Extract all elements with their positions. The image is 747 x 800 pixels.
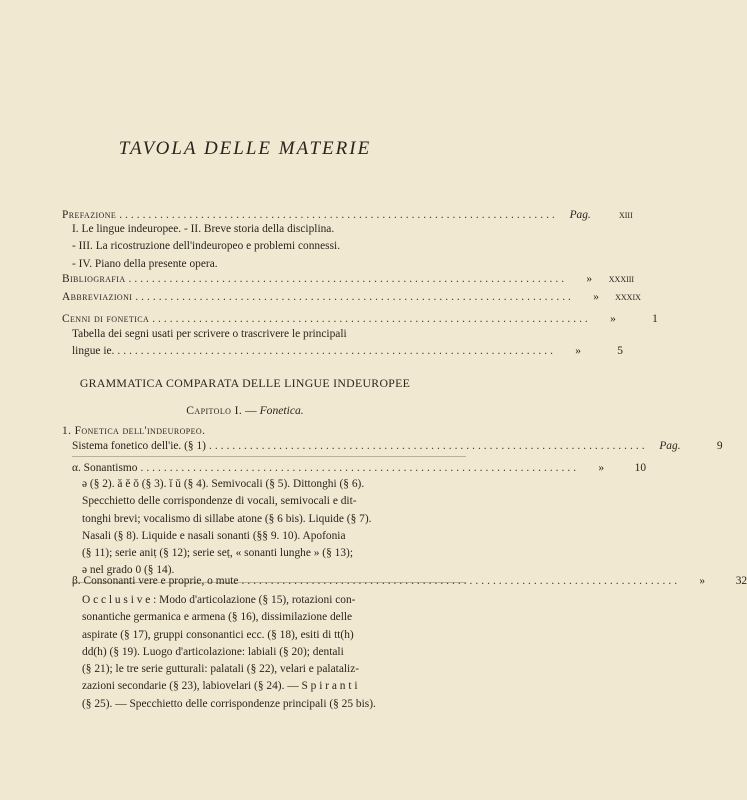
section-label: 1. Fonetica dell'indeuropeo. bbox=[62, 425, 206, 437]
chapter-dash: — bbox=[245, 404, 257, 417]
leader-dots: ........................................................................... bbox=[208, 440, 648, 452]
description-line: zazioni secondarie (§ 23), labiovelari (§ 24). — S p i r a n t i bbox=[82, 680, 358, 693]
toc-page-number: 1 bbox=[652, 313, 658, 325]
toc-entry-sonantismo bbox=[72, 461, 647, 475]
toc-label: Abbreviazioni bbox=[62, 291, 133, 303]
toc-page-prefix: » bbox=[610, 313, 616, 325]
toc-entry-sistema bbox=[72, 439, 723, 453]
toc-label: β. Consonanti vere e proprie, o mute bbox=[72, 575, 239, 587]
leader-dots: ........................................................................... bbox=[119, 209, 558, 221]
leader-dots: ........................................................................... bbox=[128, 273, 568, 285]
toc-subline: - IV. Piano della presente opera. bbox=[72, 257, 218, 270]
toc-page-prefix: » bbox=[699, 575, 706, 587]
toc-subline: I. Le lingue indeuropee. - II. Breve storia della disciplina. bbox=[72, 223, 335, 235]
toc-page-prefix: Pag. bbox=[569, 209, 591, 221]
toc-label: α. Sonantismo bbox=[72, 462, 138, 474]
chapter-title: Fonetica. bbox=[259, 404, 304, 417]
toc-label: Prefazione bbox=[62, 209, 117, 221]
chapter-heading bbox=[0, 404, 490, 417]
leader-dots: ........................................................................... bbox=[140, 462, 580, 474]
toc-page-number: xxxiii bbox=[608, 273, 635, 285]
toc-label: Cenni di fonetica bbox=[62, 313, 150, 325]
toc-entry-abbreviazioni bbox=[62, 290, 641, 304]
toc-page-prefix: » bbox=[586, 273, 593, 285]
toc-subline: Tabella dei segni usati per scrivere o trascrivere le principali bbox=[72, 328, 347, 340]
toc-page-number: 32 bbox=[735, 575, 747, 587]
toc-entry-consonanti bbox=[72, 574, 747, 588]
page-title: TAVOLA DELLE MATERIE bbox=[118, 138, 372, 159]
toc-description-consonanti bbox=[82, 592, 466, 713]
toc-entry-bibliografia bbox=[62, 272, 635, 286]
toc-label: lingue ie. bbox=[72, 345, 115, 357]
toc-entry-prefazione bbox=[62, 208, 633, 222]
divider bbox=[72, 456, 466, 457]
description-line: ə (§ 2). ă ĕ ŏ (§ 3). ĭ ŭ (§ 4). Semivocali (§ 5). Dittonghi (§ 6). bbox=[82, 478, 365, 490]
description-line: dd(h) (§ 19). Luogo d'articolazione: labiali (§ 20); dentali bbox=[82, 645, 344, 658]
leader-dots: ........................................................................... bbox=[117, 345, 556, 357]
description-line: ə nel grado 0 (§ 14). bbox=[82, 564, 175, 577]
section-heading: GRAMMATICA COMPARATA DELLE LINGUE INDEUROPEE bbox=[79, 376, 411, 390]
toc-subentries-prefazione bbox=[72, 221, 466, 273]
toc-page-number: 9 bbox=[716, 440, 723, 452]
toc-page-prefix: » bbox=[593, 291, 599, 303]
toc-page-number: 5 bbox=[617, 345, 623, 357]
toc-page-prefix: Pag. bbox=[659, 440, 681, 452]
leader-dots: ........................................................................... bbox=[241, 575, 681, 587]
leader-dots: ........................................................................... bbox=[135, 291, 574, 303]
description-line: (§ 21); le tre serie gutturali: palatali (§ 22), velari e palataliz- bbox=[82, 663, 360, 676]
toc-label: Sistema fonetico dell'ie. (§ 1) bbox=[72, 440, 206, 452]
toc-page-number: 10 bbox=[634, 462, 647, 474]
toc-page-prefix: » bbox=[575, 345, 581, 357]
leader-dots: ........................................................................... bbox=[152, 313, 591, 325]
toc-description-sonantismo bbox=[82, 476, 466, 580]
description-line: (§ 11); serie aniṭ (§ 12); serie seṭ, « sonanti lunghe » (§ 13); bbox=[82, 547, 353, 560]
toc-page-number: xiii bbox=[618, 209, 633, 221]
toc-entry-cenni bbox=[62, 312, 658, 326]
toc-subline: - III. La ricostruzione dell'indeuropeo e problemi connessi. bbox=[72, 240, 341, 253]
description-line: tonghi brevi; vocalismo di sillabe atone (§ 6 bis). Liquide (§ 7). bbox=[82, 512, 372, 525]
description-line: (§ 25). — Specchietto delle corrispondenze principali (§ 25 bis). bbox=[82, 697, 376, 710]
toc-label: Bibliografia bbox=[62, 273, 126, 285]
chapter-label: Capitolo I. bbox=[186, 404, 243, 417]
toc-subentry-cenni bbox=[72, 344, 623, 358]
description-line: O c c l u s i v e : Modo d'articolazione (§ 15), rotazioni con- bbox=[82, 594, 356, 606]
description-line: Nasali (§ 8). Liquide e nasali sonanti (§§ 9. 10). Apofonia bbox=[82, 529, 346, 542]
toc-page-prefix: » bbox=[598, 462, 605, 474]
description-line: sonantiche germanica e armena (§ 16), dissimilazione delle bbox=[82, 611, 353, 624]
description-line: Specchietto delle corrispondenze di vocali, semivocali e dit- bbox=[82, 495, 357, 508]
description-line: aspirate (§ 17), gruppi consonantici ecc. (§ 18), esiti di tt(h) bbox=[82, 628, 354, 641]
toc-page-number: xxxix bbox=[615, 291, 641, 303]
